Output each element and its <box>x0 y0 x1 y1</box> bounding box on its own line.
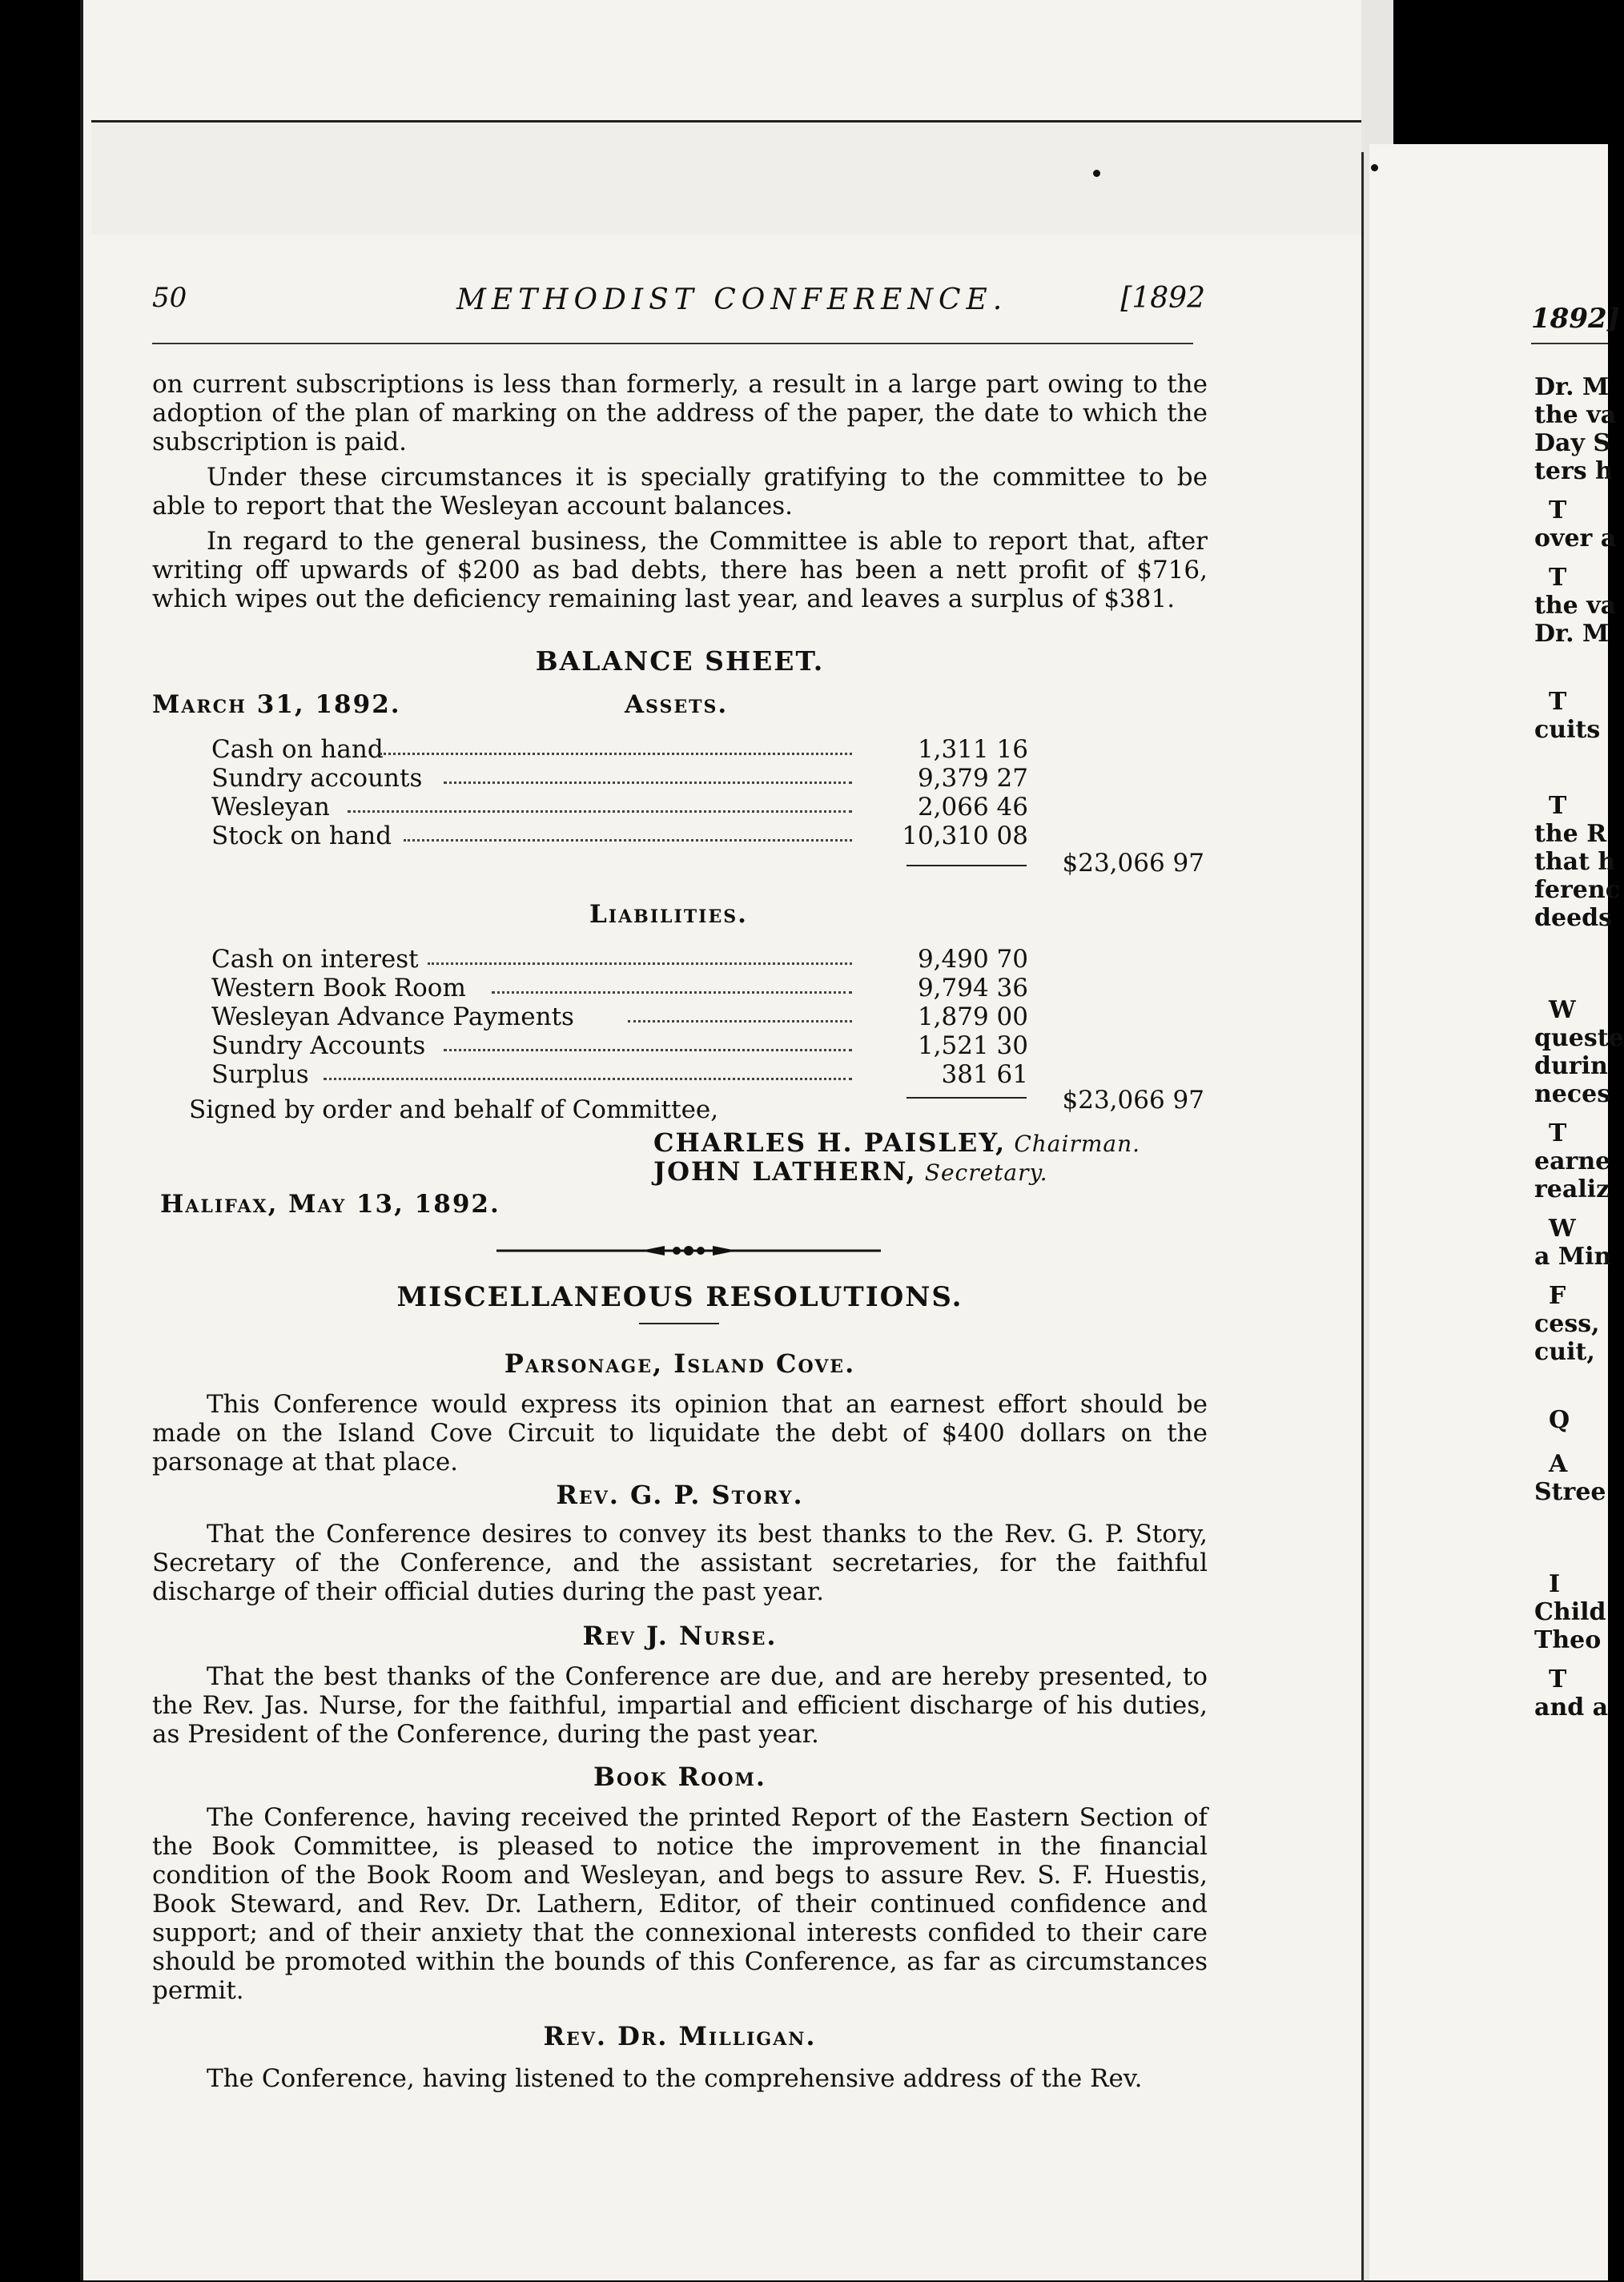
text-fragment: and a <box>1534 1693 1609 1722</box>
resolution-text <box>152 2064 1208 2093</box>
dot-leader <box>380 753 852 755</box>
text-fragment: neces <box>1534 1080 1611 1108</box>
running-title: METHODIST CONFERENCE. <box>456 283 1008 316</box>
secretary-name: JOHN LATHERN, <box>653 1156 917 1187</box>
liability-amount: 1,521 30 <box>917 1031 1028 1060</box>
resolution-paragraph: That the best thanks of the Conference are due, and are hereby presented, to the Rev. Jas. Nurse, for the faithful, impartial and efficient discharge of his duties, as President of the Conference, during the past year. <box>152 1662 1208 1749</box>
liabilities-heading: Liabilities. <box>589 900 748 929</box>
speck-mark <box>1093 170 1100 177</box>
text-fragment: earne <box>1534 1147 1611 1175</box>
text-fragment: a Min <box>1534 1243 1612 1271</box>
right-page-number: 1892] <box>1531 303 1620 335</box>
liability-label: Surplus <box>211 1060 309 1089</box>
asset-label: Wesleyan <box>211 793 330 822</box>
text-fragment: the va <box>1534 401 1617 429</box>
text-fragment: realiz <box>1534 1175 1610 1203</box>
resolution-text <box>152 1803 1208 2005</box>
place-date: Halifax, May 13, 1892. <box>160 1190 500 1219</box>
asset-amount: 1,311 16 <box>917 735 1028 764</box>
text-fragment: queste <box>1534 1024 1624 1052</box>
signed-line: Signed by order and behalf of Committee, <box>189 1095 719 1124</box>
liability-amount: 9,794 36 <box>917 974 1028 1002</box>
text-fragment: cuit, <box>1534 1338 1595 1366</box>
resolution-text <box>152 1520 1208 1606</box>
text-fragment: T <box>1549 1119 1567 1147</box>
liability-row <box>211 1031 1204 1060</box>
asset-amount: 9,379 27 <box>917 764 1028 793</box>
liability-row <box>211 974 1204 1002</box>
asset-amount: 10,310 08 <box>902 822 1028 850</box>
dot-leader <box>492 991 852 994</box>
text-fragment: over a <box>1534 524 1617 552</box>
resolutions-title: MISCELLANEOUS RESOLUTIONS. <box>396 1281 963 1313</box>
intro-paragraph: Under these circumstances it is specially gratifying to the committee to be able to report that the Wesleyan account balances. <box>152 463 1208 520</box>
resolution-heading: Parsonage, Island Cove. <box>504 1348 856 1379</box>
text-fragment: Child <box>1534 1598 1606 1626</box>
text-fragment: cuits <box>1534 716 1601 744</box>
liability-amount: 1,879 00 <box>917 1002 1028 1031</box>
liability-row <box>211 945 1204 974</box>
intro-text <box>152 370 1208 613</box>
asset-row <box>211 764 1204 793</box>
text-fragment: Day S <box>1534 429 1610 457</box>
asset-amount: 2,066 46 <box>917 793 1028 822</box>
asset-row <box>211 735 1204 764</box>
ornament-divider <box>496 1243 881 1259</box>
dot-leader <box>444 781 852 784</box>
dot-leader <box>628 1020 852 1022</box>
text-fragment: I <box>1549 1570 1561 1598</box>
running-header <box>152 282 1205 330</box>
right-page-text <box>1534 373 1624 1722</box>
asset-label: Stock on hand <box>211 822 392 850</box>
resolution-heading: Rev. Dr. Milligan. <box>543 2021 817 2051</box>
text-fragment: T <box>1549 1665 1567 1693</box>
speck-mark <box>1371 164 1378 171</box>
text-fragment: Theo <box>1534 1626 1602 1654</box>
liability-row <box>211 1002 1204 1031</box>
text-fragment: W <box>1549 1215 1576 1243</box>
text-fragment: Dr. M <box>1534 373 1610 401</box>
resolution-text <box>152 1390 1208 1476</box>
text-fragment: the R <box>1534 820 1607 848</box>
resolution-heading: Rev. G. P. Story. <box>556 1480 804 1510</box>
liability-label: Wesleyan Advance Payments <box>211 1002 574 1031</box>
text-fragment: deeds <box>1534 904 1613 932</box>
asset-label: Cash on hand <box>211 735 384 764</box>
liability-label: Sundry Accounts <box>211 1031 426 1060</box>
balance-sheet-title: BALANCE SHEET. <box>535 645 825 677</box>
text-fragment: that h <box>1534 848 1616 876</box>
dot-leader <box>348 810 852 813</box>
page-number: 50 <box>152 282 187 314</box>
resolution-paragraph: This Conference would express its opinion that an earnest effort should be made on the Island Cove Circuit to liquidate the debt of $400 dollars on the parsonage at that place. <box>152 1390 1208 1476</box>
secretary-line <box>653 1156 1047 1187</box>
liability-label: Western Book Room <box>211 974 466 1002</box>
text-fragment: Stree <box>1534 1478 1606 1506</box>
intro-paragraph: In regard to the general business, the Committee is able to report that, after writing off upwards of $200 as bad debts, there has been a nett profit of $716, which wipes out the deficiency remaining last year, and leaves a surplus of $381. <box>152 527 1208 613</box>
liabilities-total: $23,066 97 <box>1062 1086 1204 1115</box>
chairman-role: Chairman. <box>1014 1131 1141 1157</box>
text-fragment: ferenc <box>1534 876 1620 904</box>
resolution-paragraph: The Conference, having received the printed Report of the Eastern Section of the Book Committee, is pleased to notice the improvement in the financial condition of the Book Room and Wesleyan, and begs to assure Rev. S. F. Huestis, Book Steward, and Rev. Dr. Lathern, Editor, of their continued confidence and support; and of their anxiety that the connexional interests confided to their care should be promoted within the bounds of this Conference, as far as circumstances permit. <box>152 1803 1208 2005</box>
text-fragment: F <box>1549 1282 1566 1310</box>
resolution-heading: Book Room. <box>593 1762 767 1792</box>
assets-heading: Assets. <box>625 690 729 719</box>
assets-total-row <box>211 849 1204 878</box>
resolution-heading: Rev J. Nurse. <box>582 1621 778 1651</box>
resolution-text <box>152 1662 1208 1749</box>
text-fragment: T <box>1549 496 1567 524</box>
dot-leader <box>404 839 852 842</box>
resolution-paragraph: The Conference, having listened to the comprehensive address of the Rev. <box>207 2064 1143 2093</box>
page-top-edge <box>91 120 1368 235</box>
liability-amount: 9,490 70 <box>917 945 1028 974</box>
text-fragment: W <box>1549 996 1576 1024</box>
text-fragment: A <box>1549 1450 1568 1478</box>
asset-label: Sundry accounts <box>211 764 423 793</box>
text-fragment: T <box>1549 688 1567 716</box>
text-fragment: T <box>1549 792 1567 820</box>
right-header-rule <box>1531 343 1608 344</box>
dot-leader <box>428 962 852 965</box>
text-fragment: T <box>1549 564 1567 592</box>
resolution-paragraph: That the Conference desires to convey its best thanks to the Rev. G. P. Story, Secretary of the Conference, and the assistant secretaries, for the faithful discharge of their official duties during the past year. <box>152 1520 1208 1606</box>
text-fragment: ters h <box>1534 457 1613 485</box>
header-rule <box>152 343 1193 344</box>
text-fragment: Q <box>1549 1406 1570 1434</box>
asset-row <box>211 793 1204 822</box>
subtotal-rule <box>906 1097 1027 1099</box>
text-fragment: Dr. M <box>1534 620 1610 648</box>
liability-label: Cash on interest <box>211 945 419 974</box>
text-fragment: cess, <box>1534 1310 1600 1338</box>
text-fragment: durin <box>1534 1052 1608 1080</box>
intro-paragraph: on current subscriptions is less than formerly, a result in a large part owing to the adoption of the plan of marking on the address of the paper, the date to which the subscription is paid. <box>152 370 1208 456</box>
balance-sheet-date: March 31, 1892. <box>152 690 401 719</box>
header-year: [1892 <box>1120 282 1205 315</box>
asset-row <box>211 822 1204 850</box>
text-fragment: the va <box>1534 592 1617 620</box>
liability-amount: 381 61 <box>941 1060 1028 1089</box>
secretary-role: Secretary. <box>924 1159 1048 1186</box>
assets-total: $23,066 97 <box>1062 849 1204 878</box>
dot-leader <box>444 1049 852 1051</box>
title-underline <box>639 1323 719 1324</box>
chairman-name: CHARLES H. PAISLEY, <box>653 1127 1007 1158</box>
chairman-line <box>653 1127 1140 1158</box>
gutter-line <box>1361 152 1364 2282</box>
